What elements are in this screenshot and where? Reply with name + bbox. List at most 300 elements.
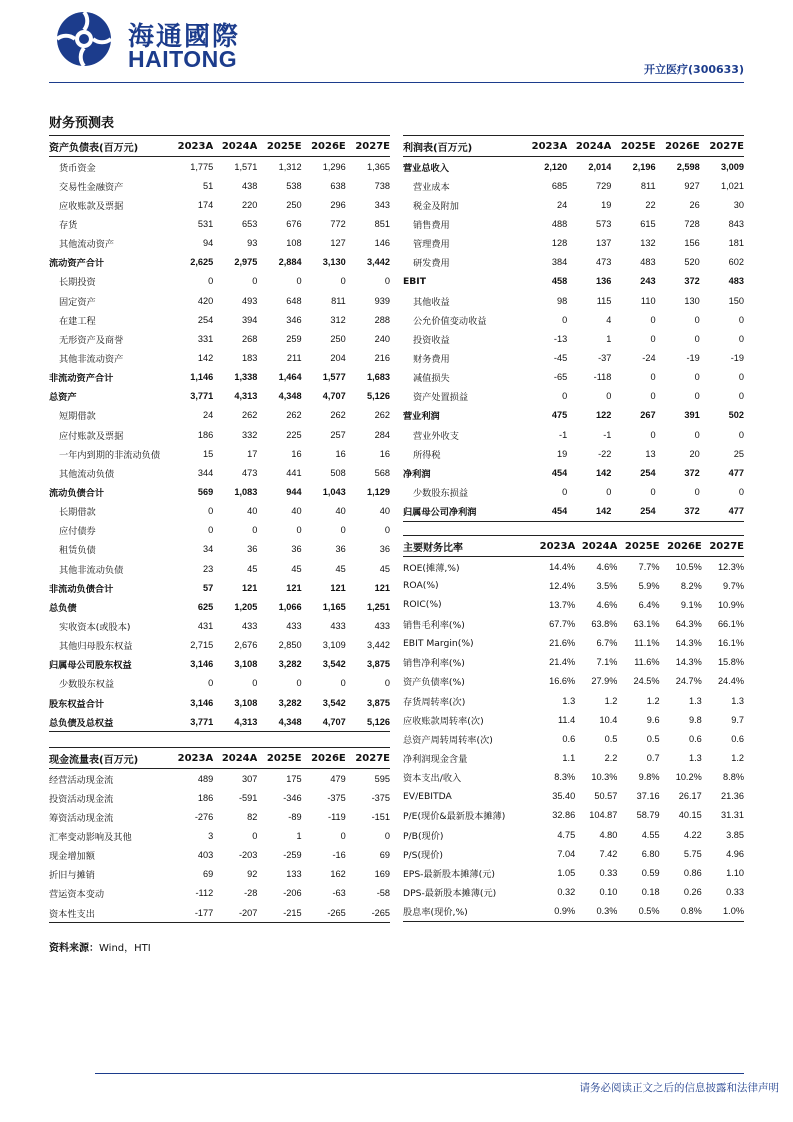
- cell-value: 127: [330, 238, 346, 249]
- table-row: [49, 769, 390, 789]
- row-label: 股东权益合计: [49, 698, 105, 710]
- cell-value: 240: [374, 333, 390, 344]
- cell-value: 0: [606, 486, 612, 497]
- cell-value: 40: [379, 506, 390, 517]
- cell-value: 477: [700, 502, 744, 522]
- row-label: 销售费用: [413, 219, 450, 231]
- cell-value: 0: [650, 333, 656, 344]
- row-label: ROIC(%): [403, 599, 442, 611]
- cell-value: 0: [738, 372, 744, 383]
- cell-value: 0: [296, 276, 302, 287]
- cell-value: 2,625: [190, 257, 214, 268]
- cell-value: 12.3%: [717, 561, 744, 572]
- cell-value: 9.7%: [723, 580, 744, 591]
- table-row: [403, 653, 744, 672]
- row-label: 研发费用: [413, 258, 450, 270]
- cell-value: 479: [330, 773, 346, 784]
- cell-value: 14.3%: [675, 657, 702, 668]
- cell-value: 3,771: [190, 391, 214, 402]
- row-label: 货币资金: [59, 162, 96, 174]
- row-label: 长期投资: [59, 277, 96, 289]
- year-header: 2026E: [660, 536, 702, 557]
- cell-value: 403: [197, 850, 214, 861]
- cell-value: 475: [551, 410, 568, 421]
- cell-value: 568: [374, 467, 390, 478]
- cell-value: 11.4: [558, 714, 576, 725]
- cell-value: 24: [556, 199, 568, 210]
- cell-value: 638: [330, 180, 346, 191]
- cell-value: 1.10: [726, 867, 744, 878]
- table-row: [403, 444, 744, 463]
- cell-value: 454: [523, 502, 567, 522]
- table-row: [403, 768, 744, 787]
- cell-value: 0: [384, 525, 390, 536]
- row-label: EV/EBITDA: [403, 790, 452, 802]
- row-label: 长期借款: [59, 507, 96, 519]
- cell-value: 121: [286, 582, 302, 593]
- cell-value: 34: [202, 544, 214, 555]
- cell-value: 483: [728, 276, 744, 287]
- table-title: 资产负债表(百万元): [49, 136, 169, 157]
- cell-value: 26: [689, 199, 700, 210]
- table-row: [49, 234, 390, 253]
- cell-value: 0: [208, 525, 214, 536]
- cell-value: 262: [242, 410, 258, 421]
- cell-value: 31.31: [721, 810, 744, 821]
- table-row: [403, 425, 744, 444]
- cell-value: 0.6: [688, 733, 702, 744]
- cell-value: 40: [335, 506, 346, 517]
- row-label: 归属母公司净利润: [403, 502, 523, 522]
- cell-value: 0: [252, 276, 258, 287]
- row-label: 营业外收支: [413, 430, 459, 442]
- cell-value: 0.9%: [533, 902, 575, 922]
- table-row: [49, 463, 390, 482]
- table-row: [49, 176, 390, 195]
- row-label: 其他流动负债: [59, 468, 115, 480]
- logo-english-text: HAITONG: [128, 46, 238, 72]
- cell-value: 602: [728, 257, 744, 268]
- cell-value: -13: [553, 333, 568, 344]
- row-label: 营业成本: [413, 181, 450, 193]
- table-row: [403, 463, 744, 482]
- cell-value: 5.75: [683, 848, 702, 859]
- cell-value: 133: [286, 869, 302, 880]
- cell-value: 0.6: [731, 733, 744, 744]
- cell-value: 483: [640, 257, 656, 268]
- table-row: [403, 825, 744, 844]
- year-header: 2023A: [169, 136, 213, 157]
- row-label: 非流动负债合计: [49, 583, 114, 595]
- cell-value: 254: [611, 502, 655, 522]
- header-divider: [49, 82, 744, 83]
- year-header: 2023A: [523, 136, 567, 157]
- cell-value: 1,129: [367, 486, 390, 497]
- cell-value: 14.3%: [675, 638, 702, 649]
- cell-value: 12.4%: [549, 580, 576, 591]
- cell-value: -112: [195, 888, 214, 899]
- cell-value: 0.5: [604, 733, 618, 744]
- cell-value: 36: [379, 544, 390, 555]
- cell-value: 394: [242, 314, 258, 325]
- table-row: [403, 672, 744, 691]
- row-label: 投资收益: [413, 334, 450, 346]
- cell-value: 3,771: [169, 712, 213, 732]
- table-row: [49, 329, 390, 348]
- cell-value: 1,021: [721, 180, 744, 191]
- cell-value: 37.16: [636, 791, 660, 802]
- row-label: 其他收益: [413, 296, 450, 308]
- cell-value: 2,196: [632, 161, 656, 172]
- cell-value: 23: [202, 563, 214, 574]
- cell-value: 1.3: [688, 752, 702, 763]
- cell-value: 6.4%: [638, 599, 660, 610]
- cell-value: -19: [686, 352, 700, 363]
- cell-value: 169: [374, 869, 390, 880]
- cell-value: 4,348: [278, 391, 302, 402]
- cell-value: 384: [551, 257, 568, 268]
- cell-value: 0: [384, 830, 390, 841]
- cell-value: 25: [733, 448, 744, 459]
- cell-value: 0.33: [599, 867, 618, 878]
- cell-value: 6.80: [641, 848, 660, 859]
- table-row: [403, 234, 744, 253]
- cell-value: 9.8: [688, 714, 702, 725]
- cell-value: 142: [197, 352, 214, 363]
- cell-value: 0: [738, 429, 744, 440]
- table-row: [49, 788, 390, 807]
- cell-value: 3.85: [726, 829, 744, 840]
- year-header: 2025E: [611, 136, 655, 157]
- year-header: 2023A: [169, 748, 213, 769]
- table-row: [49, 157, 390, 177]
- cash-flow-table: [49, 747, 390, 923]
- table-row: [403, 882, 744, 901]
- cell-value: 0: [340, 525, 346, 536]
- cell-value: 98: [556, 295, 568, 306]
- row-label: 经营活动现金流: [49, 774, 114, 786]
- cell-value: 3,442: [367, 257, 390, 268]
- cell-value: 811: [640, 180, 656, 191]
- cell-value: 0.59: [641, 867, 660, 878]
- cell-value: 21.4%: [549, 657, 576, 668]
- cell-value: 3,146: [190, 697, 214, 708]
- cell-value: 0: [340, 276, 346, 287]
- cell-value: 1.0%: [702, 902, 744, 922]
- source-label: 资料来源：: [49, 943, 99, 954]
- row-label: 其他归母股东权益: [59, 641, 133, 653]
- cell-value: 2,120: [544, 161, 568, 172]
- cell-value: 211: [286, 352, 302, 363]
- table-row: [403, 176, 744, 195]
- row-label: 资产负债率(%): [403, 677, 465, 689]
- cell-value: 346: [286, 314, 302, 325]
- cell-value: 3,875: [367, 659, 390, 670]
- cell-value: 92: [247, 869, 258, 880]
- table-header-row: [49, 748, 390, 769]
- cell-value: 1,083: [234, 486, 258, 497]
- cell-value: 0: [208, 506, 214, 517]
- row-label: 总负债及总权益: [49, 712, 169, 732]
- row-label: 税金及附加: [413, 200, 459, 212]
- cell-value: 10.2%: [675, 772, 702, 783]
- cell-value: 262: [374, 410, 390, 421]
- cell-value: -177: [169, 903, 213, 923]
- cell-value: 843: [728, 218, 744, 229]
- cell-value: 332: [242, 429, 258, 440]
- cell-value: 16: [335, 448, 346, 459]
- cell-value: 0: [562, 391, 568, 402]
- cell-value: 254: [197, 314, 214, 325]
- cell-value: -259: [283, 850, 302, 861]
- row-label: 公允价值变动收益: [413, 315, 487, 327]
- cell-value: 121: [242, 582, 258, 593]
- row-label: 流动负债合计: [49, 487, 105, 499]
- cell-value: 19: [556, 448, 568, 459]
- year-header: 2026E: [302, 748, 346, 769]
- cell-value: 0: [606, 391, 612, 402]
- cell-value: 22: [645, 199, 656, 210]
- table-row: [403, 634, 744, 653]
- section-title: 财务预测表: [49, 116, 115, 131]
- table-row: [49, 693, 390, 712]
- cell-value: 1,251: [367, 601, 390, 612]
- cell-value: -206: [283, 888, 302, 899]
- cell-value: 220: [242, 199, 258, 210]
- table-row: [403, 806, 744, 825]
- cell-value: 538: [286, 180, 302, 191]
- cell-value: 16.1%: [717, 638, 744, 649]
- cell-value: 69: [379, 850, 390, 861]
- cell-value: 186: [197, 792, 214, 803]
- haitong-emblem-icon: [52, 10, 120, 68]
- cell-value: -265: [302, 903, 346, 923]
- cell-value: 136: [596, 276, 612, 287]
- row-label: 资本支出/收入: [403, 773, 462, 785]
- cell-value: 16: [379, 448, 390, 459]
- row-label: 一年内到期的非流动负债: [59, 449, 161, 461]
- table-header-row: [403, 136, 744, 157]
- table-row: [49, 521, 390, 540]
- cell-value: 267: [640, 410, 656, 421]
- cell-value: 0.7: [646, 752, 660, 763]
- cell-value: 685: [551, 180, 568, 191]
- cell-value: 438: [242, 180, 258, 191]
- cell-value: 250: [286, 199, 302, 210]
- row-label: 营业总收入: [403, 162, 449, 174]
- table-row: [49, 214, 390, 233]
- cell-value: 146: [374, 238, 390, 249]
- row-label: 营业利润: [403, 411, 440, 423]
- table-title: 主要财务比率: [403, 536, 533, 557]
- cell-value: 676: [286, 218, 302, 229]
- cell-value: 0: [208, 276, 214, 287]
- cell-value: -207: [213, 903, 257, 923]
- cell-value: 16.6%: [549, 676, 576, 687]
- cell-value: 0: [340, 678, 346, 689]
- cell-value: -1: [559, 429, 568, 440]
- row-label: 流动资产合计: [49, 258, 105, 270]
- cell-value: 254: [640, 467, 656, 478]
- cell-value: 420: [197, 295, 214, 306]
- row-label: 折旧与摊销: [49, 870, 95, 882]
- cell-value: 2,850: [278, 640, 302, 651]
- cell-value: 0.3%: [575, 902, 617, 922]
- cell-value: 63.8%: [591, 618, 618, 629]
- cell-value: 27.9%: [591, 676, 618, 687]
- cell-value: -37: [598, 352, 612, 363]
- cell-value: 3,109: [322, 640, 346, 651]
- cell-value: 3,442: [367, 640, 390, 651]
- cell-value: 433: [330, 620, 346, 631]
- footer-divider: [95, 1073, 744, 1074]
- cell-value: 4,707: [302, 712, 346, 732]
- cell-value: 121: [374, 582, 390, 593]
- cell-value: 4.55: [641, 829, 660, 840]
- cell-value: 45: [291, 563, 302, 574]
- row-label: 总资产周转周转率(次): [403, 734, 493, 746]
- cell-value: 0: [562, 486, 568, 497]
- row-label: 归属母公司股东权益: [49, 660, 132, 672]
- cell-value: 0: [738, 333, 744, 344]
- row-label: EPS-最新股本摊薄(元): [403, 868, 495, 880]
- cell-value: 1,683: [367, 372, 390, 383]
- cell-value: 11.1%: [634, 638, 660, 649]
- table-row: [49, 865, 390, 884]
- cell-value: 0: [694, 391, 700, 402]
- cell-value: 0: [650, 486, 656, 497]
- table-row: [49, 348, 390, 367]
- cell-value: 0.33: [726, 886, 744, 897]
- cell-value: 3,108: [234, 697, 258, 708]
- cell-value: 0: [384, 276, 390, 287]
- row-label: 存货: [59, 219, 78, 231]
- cell-value: 20: [689, 448, 700, 459]
- cell-value: 0: [650, 372, 656, 383]
- cell-value: 204: [330, 352, 346, 363]
- table-title: 利润表(百万元): [403, 136, 523, 157]
- table-row: [403, 253, 744, 272]
- table-row: [403, 576, 744, 595]
- table-row: [49, 712, 390, 732]
- row-label: 销售毛利率(%): [403, 619, 465, 631]
- cell-value: 1,338: [234, 372, 258, 383]
- cell-value: 0: [694, 372, 700, 383]
- cell-value: 0: [340, 830, 346, 841]
- cell-value: 939: [374, 295, 390, 306]
- row-label: EBIT Margin(%): [403, 637, 474, 649]
- cell-value: 595: [374, 773, 390, 784]
- company-name: 开立医疗(300633): [644, 63, 744, 76]
- cell-value: 4,313: [213, 712, 257, 732]
- table-row: [49, 826, 390, 845]
- table-row: [49, 636, 390, 655]
- year-header: 2025E: [257, 136, 301, 157]
- cell-value: 648: [286, 295, 302, 306]
- table-row: [49, 310, 390, 329]
- cell-value: 0: [384, 678, 390, 689]
- row-label: 其他非流动资产: [59, 353, 124, 365]
- cell-value: 2,014: [588, 161, 612, 172]
- cell-value: 0: [252, 678, 258, 689]
- table-row: [403, 291, 744, 310]
- table-header-row: [49, 136, 390, 157]
- cell-value: 250: [330, 333, 346, 344]
- cell-value: 0: [296, 525, 302, 536]
- cell-value: -63: [332, 888, 346, 899]
- row-label: 净利润: [403, 468, 431, 480]
- row-label: ROE(摊薄,%): [403, 562, 460, 574]
- cell-value: 110: [640, 295, 656, 306]
- cell-value: 4,313: [234, 391, 258, 402]
- table-row: [403, 348, 744, 367]
- row-label: DPS-最新股本摊薄(元): [403, 887, 497, 899]
- cell-value: 4.80: [599, 829, 618, 840]
- cell-value: 473: [596, 257, 612, 268]
- row-label: 应收账款及票据: [59, 200, 124, 212]
- cell-value: 1,205: [234, 601, 258, 612]
- cell-value: 312: [330, 314, 346, 325]
- table-row: [49, 597, 390, 616]
- table-row: [49, 616, 390, 635]
- cell-value: 142: [567, 502, 611, 522]
- cell-value: 489: [197, 773, 214, 784]
- cell-value: 569: [197, 486, 214, 497]
- table-row: [403, 748, 744, 767]
- cell-value: 51: [202, 180, 214, 191]
- cell-value: 296: [330, 199, 346, 210]
- cell-value: 13.7%: [549, 599, 576, 610]
- table-row: [49, 482, 390, 501]
- row-label: 筹资活动现金流: [49, 812, 114, 824]
- table-row: [403, 310, 744, 329]
- cell-value: 284: [374, 429, 390, 440]
- year-header: 2026E: [656, 136, 700, 157]
- cell-value: 130: [684, 295, 700, 306]
- cell-value: 58.79: [636, 810, 660, 821]
- cell-value: 5.9%: [638, 580, 660, 591]
- cell-value: 0: [208, 678, 214, 689]
- row-label: P/E(现价&最新股本摊薄): [403, 811, 506, 823]
- table-row: [403, 595, 744, 614]
- cell-value: -203: [239, 850, 258, 861]
- table-row: [403, 329, 744, 348]
- table-row: [49, 387, 390, 406]
- cell-value: 0.26: [683, 886, 702, 897]
- cell-value: 2,598: [676, 161, 700, 172]
- table-row: [49, 578, 390, 597]
- cell-value: 1,571: [234, 161, 258, 172]
- cell-value: 0: [694, 333, 700, 344]
- cell-value: 3: [208, 830, 214, 841]
- row-label: 总负债: [49, 602, 77, 614]
- cell-value: 40.15: [678, 810, 702, 821]
- cell-value: 67.7%: [549, 618, 576, 629]
- cell-value: -215: [257, 903, 301, 923]
- cell-value: 331: [197, 333, 214, 344]
- cell-value: 8.3%: [554, 772, 576, 783]
- cell-value: 4.6%: [596, 561, 618, 572]
- cell-value: 10.5%: [675, 561, 702, 572]
- cell-value: 288: [374, 314, 390, 325]
- row-label: 汇率变动影响及其他: [49, 831, 132, 843]
- cell-value: 17: [247, 448, 258, 459]
- cell-value: -346: [283, 792, 302, 803]
- row-label: 资产处置损益: [413, 392, 469, 404]
- cell-value: 2,884: [278, 257, 302, 268]
- table-row: [403, 614, 744, 633]
- cell-value: 4.96: [726, 848, 744, 859]
